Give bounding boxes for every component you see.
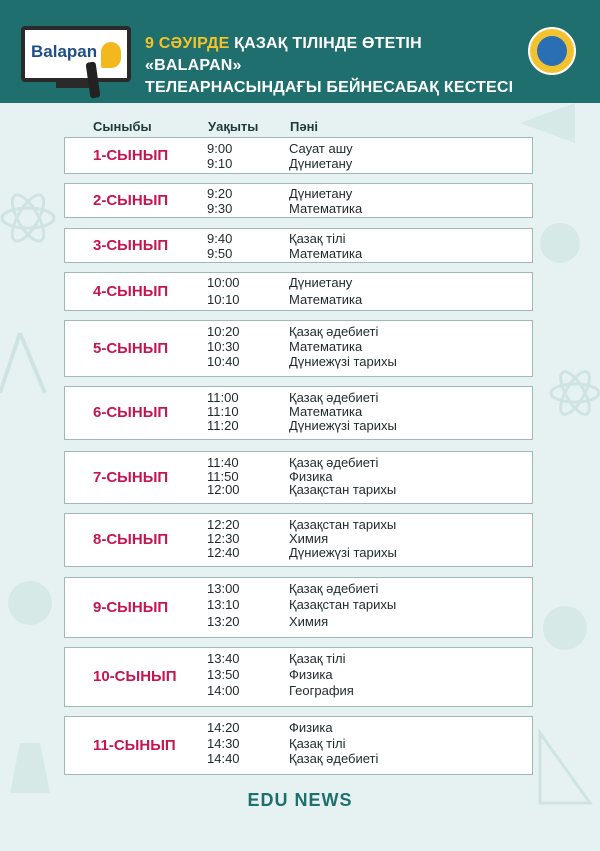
- lesson-time: 13:40: [207, 651, 240, 666]
- lesson-time: 11:00: [207, 390, 239, 405]
- lesson-subject: Физика: [289, 720, 333, 735]
- lesson-subject: Сауат ашу: [289, 140, 353, 156]
- grade-label: 8-СЫНЫП: [93, 531, 169, 548]
- table-row: [64, 137, 533, 174]
- lesson-time: 9:40: [207, 230, 233, 246]
- lesson-time: 10:20: [207, 324, 240, 339]
- table-row: [64, 272, 533, 311]
- lesson-subject: Математика: [289, 404, 363, 419]
- lesson-subject: Дүниежүзі тарихы: [289, 418, 397, 433]
- lesson-subject: Физика: [289, 667, 333, 682]
- lesson-time: 9:10: [207, 155, 233, 171]
- grade-label: 11-СЫНЫП: [93, 736, 176, 754]
- grade-label: 9-СЫНЫП: [93, 598, 169, 616]
- grade-label: 6-СЫНЫП: [93, 404, 169, 421]
- grade-label: 5-СЫНЫП: [93, 339, 169, 357]
- lesson-time: 11:40: [207, 455, 239, 470]
- lesson-time: 13:20: [207, 613, 240, 629]
- grade-label: 4-СЫНЫП: [93, 282, 169, 300]
- ministry-emblem-icon: [528, 27, 576, 75]
- footer-brand: EDU NEWS: [247, 790, 353, 810]
- lesson-subject: Дүниежүзі тарихы: [289, 354, 397, 369]
- lesson-subject: Қазақ әдебиеті: [289, 581, 379, 596]
- tv-icon: [21, 26, 131, 82]
- grade-label: 10-СЫНЫП: [93, 668, 177, 685]
- lesson-time: 12:30: [207, 531, 240, 546]
- grade-label: 2-СЫНЫП: [93, 191, 169, 209]
- lesson-time: 9:50: [207, 245, 233, 261]
- table-row: [64, 577, 533, 638]
- lesson-time: 14:30: [207, 735, 240, 751]
- table-row: [64, 386, 533, 440]
- lesson-subject: Қазақ тілі: [289, 230, 346, 246]
- lesson-subject: Математика: [289, 200, 363, 216]
- lesson-time: 14:20: [207, 720, 240, 735]
- table-row: [64, 513, 533, 567]
- atom-icon-right: [551, 368, 599, 419]
- compass-icon: [0, 333, 45, 393]
- lesson-subject: Дүниетану: [289, 155, 353, 171]
- lesson-time: 11:10: [207, 404, 239, 419]
- table-row: [64, 320, 533, 377]
- lesson-subject: Қазақ әдебиеті: [289, 324, 379, 339]
- lesson-subject: Математика: [289, 339, 363, 354]
- lesson-time: 11:50: [207, 468, 239, 484]
- lesson-subject: Дүниетану: [289, 185, 353, 201]
- page-title: [145, 33, 520, 99]
- lesson-time: 10:00: [207, 274, 240, 290]
- atom-icon: [2, 190, 54, 245]
- lesson-subject: Дүниетану: [289, 274, 353, 290]
- column-header-grade: Сыныбы: [93, 119, 152, 134]
- table-row: [64, 228, 533, 263]
- lesson-time: 13:00: [207, 581, 240, 596]
- lesson-time: 11:20: [207, 418, 239, 433]
- grade-label: 3-СЫНЫП: [93, 236, 169, 254]
- emblem-book-icon: [537, 36, 567, 66]
- table-row: [64, 451, 533, 504]
- grade-label: 1-СЫНЫП: [93, 146, 169, 164]
- palette-icon: [8, 581, 52, 625]
- lesson-time: 12:20: [207, 517, 240, 532]
- balapan-logo: Balapan: [31, 42, 98, 61]
- title-highlight: 9 СӘУІРДЕ: [145, 35, 230, 52]
- lesson-time: 9:20: [207, 185, 233, 201]
- title-rest: ҚАЗАҚ ТІЛІНДЕ ӨТЕТІН «BALAPAN»: [145, 35, 422, 74]
- lesson-subject: Химия: [289, 531, 329, 546]
- lesson-time: 13:10: [207, 597, 240, 613]
- grade-label: 7-СЫНЫП: [93, 468, 169, 486]
- lesson-time: 14:40: [207, 751, 240, 767]
- lesson-time: 9:00: [207, 140, 233, 156]
- column-header-time: Уақыты: [208, 119, 259, 134]
- lesson-time: 12:00: [207, 482, 240, 498]
- globe-icon: [540, 223, 580, 263]
- lesson-subject: Математика: [289, 291, 363, 307]
- column-header-subject: Пәні: [290, 119, 319, 134]
- title-line2: ТЕЛЕАРНАСЫНДАҒЫ БЕЙНЕСАБАҚ КЕСТЕСІ: [145, 79, 514, 96]
- lesson-subject: Қазақ тілі: [289, 735, 346, 751]
- header-banner: [0, 0, 600, 103]
- lesson-subject: География: [289, 683, 354, 698]
- table-row: [64, 183, 533, 218]
- balapan-logo-mark-icon: [101, 42, 121, 68]
- lesson-subject: Қазақстан тарихы: [289, 517, 397, 532]
- lesson-subject: Қазақ әдебиеті: [289, 390, 379, 405]
- lesson-subject: Қазақ тілі: [289, 651, 346, 666]
- lesson-time: 10:10: [207, 291, 240, 307]
- lesson-subject: Химия: [289, 613, 329, 629]
- lesson-subject: Математика: [289, 245, 363, 261]
- lesson-time: 14:00: [207, 683, 240, 698]
- lesson-subject: Физика: [289, 468, 333, 484]
- lesson-time: 13:50: [207, 667, 240, 682]
- lightbulb-icon: [543, 606, 587, 650]
- table-row: [64, 647, 533, 707]
- lesson-time: 9:30: [207, 200, 233, 216]
- lesson-time: 10:30: [207, 339, 240, 354]
- lesson-subject: Қазақ әдебиеті: [289, 751, 379, 767]
- flask-icon: [10, 743, 50, 793]
- lesson-subject: Қазақ әдебиеті: [289, 455, 379, 470]
- lesson-time: 10:40: [207, 354, 240, 369]
- table-row: [64, 716, 533, 775]
- lesson-subject: Қазақстан тарихы: [289, 482, 397, 498]
- lesson-time: 12:40: [207, 545, 240, 560]
- lesson-subject: Дүниежүзі тарихы: [289, 545, 397, 560]
- lesson-subject: Қазақстан тарихы: [289, 597, 397, 613]
